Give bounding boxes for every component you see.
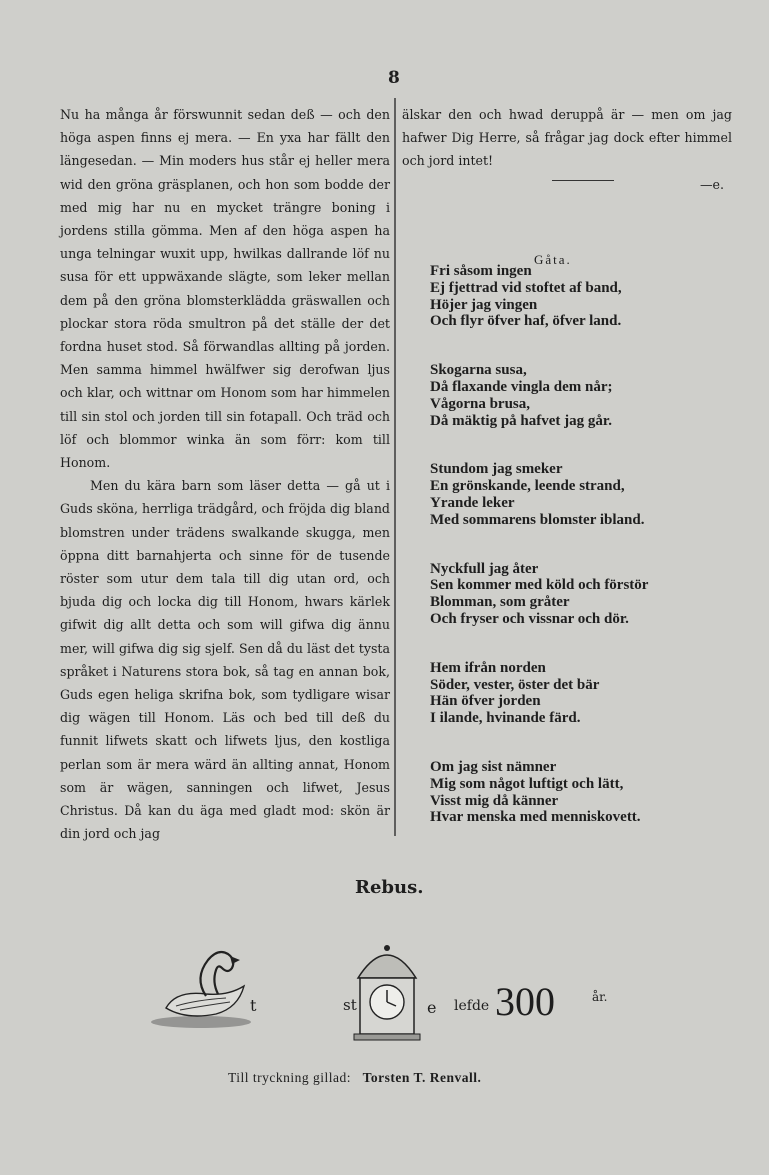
poem-line: En grönskande, leende strand, — [430, 478, 625, 495]
mantel-clock-icon — [348, 938, 426, 1042]
poem-stanza — [430, 561, 730, 628]
poem-line: Hem ifrån norden — [430, 659, 546, 676]
rebus-number: 300 — [495, 979, 555, 1024]
censor-name: Torsten T. Renvall. — [362, 1070, 482, 1085]
poem-line: Sen kommer med köld och förstör — [430, 577, 649, 594]
poem-line: Söder, vester, öster det bär — [430, 676, 600, 693]
story-continuation: älskar den och hwad deruppå är — men om jag hafwer Dig Herre, så frågar jag dock efter himmel och jord intet! — [402, 107, 732, 169]
poem-line: Höjer jag vingen — [430, 296, 538, 313]
rebus-letters-st: st — [343, 996, 357, 1014]
rebus-heading: Rebus. — [355, 877, 424, 898]
poem-line: Mig som något luftigt och lätt, — [430, 775, 624, 792]
poem-line: Hvar menska med menniskovett. — [430, 809, 641, 826]
poem-body — [430, 263, 730, 858]
column-divider — [394, 98, 396, 836]
poem-stanza — [430, 461, 730, 528]
poem-line: Skogarna susa, — [430, 362, 527, 379]
imprimatur-label: Till tryckning gillad: — [228, 1070, 352, 1085]
poem-line: Fri såsom ingen — [430, 263, 532, 279]
poem-line: Visst mig då känner — [430, 792, 559, 809]
poem-line: Yrande leker — [430, 494, 515, 511]
rebus-letter-e: e — [427, 998, 437, 1017]
poem-line: Blomman, som gråter — [430, 594, 570, 611]
poem-stanza — [430, 660, 730, 727]
rebus-word-lefde: lefde — [454, 998, 490, 1014]
poem-line: Nyckfull jag åter — [430, 560, 539, 577]
swan-icon — [146, 938, 256, 1034]
rebus-word-ar: år. — [592, 990, 608, 1004]
rebus-letter-t: t — [250, 996, 257, 1015]
poem-line: Vågorna brusa, — [430, 395, 531, 412]
poem-line: Med sommarens blomster ibland. — [430, 511, 645, 528]
imprimatur-line — [228, 1070, 481, 1086]
poem-stanza — [430, 362, 730, 429]
poem-line: Och fryser och vissnar och dör. — [430, 610, 629, 627]
poem-line: Då mäktig på hafvet jag går. — [430, 412, 612, 429]
poem-stanza — [430, 263, 730, 330]
page-number: 8 — [388, 68, 400, 88]
poem-stanza — [430, 759, 730, 826]
poem-line: Och flyr öfver haf, öfver land. — [430, 313, 622, 330]
story-signature: —e. — [699, 176, 724, 192]
poem-line: Hän öfver jorden — [430, 693, 541, 710]
poem-line: Då flaxande vingla dem når; — [430, 378, 613, 395]
story-paragraph-1: Nu ha många år förswunnit sedan deß — och den höga aspen finns ej mera. — En yxa har fällt den längesedan. — Min moders hus står ej heller mera wid den gröna gräsplanen, och hon som bodde der med mig har nu en mycket trängre boning i jordens stilla gömma. Men af den höga aspen ha unga telningar wuxit upp, hwilkas dallrande löf nu susa för ett uppwäxande slägte, som leker mellan dem på den gröna blomsterklädda gräswallen och plockar stora röda smultron på det ställe der det fordna huset stod. Så förwandlas allting på jorden. Men samma himmel hwälfwer sig derofwan ljus och klar, och wittnar om Honom som har himmelen till sin stol och jorden till sin fotapall. Och träd och löf och blommor winka än som förr: kom till Honom. — [60, 107, 390, 471]
poem-line: Om jag sist nämner — [430, 758, 557, 775]
poem-title: Gåta. — [534, 252, 572, 267]
poem-line: Ej fjettrad vid stoftet af band, — [430, 279, 622, 296]
section-rule — [552, 180, 614, 181]
story-paragraph-2: Men du kära barn som läser detta — gå ut i Guds sköna, herrliga trädgård, och fröjda dig bland blomstren under trädens swalkande skugga, men öppna ditt barnahjerta och sinne för de tusende röster som utur dem tala till dig utan ord, och bjuda dig och locka dig till Honom, hwars kärlek gifwit dig allt detta och som will gifwa dig ännu mer, will gifwa dig sig sjelf. Sen då du läst det tysta språket i Naturens stora bok, så tag en annan bok, Guds egen heliga skrifna bok, som tydligare wisar dig wägen till Honom. Läs och bed till deß du funnit lifwets skatt och lifwets ljus, den kostliga perlan som är mera wärd än allting annat, Honom som är wägen, sanningen och lifwet, Jesus Christus. Då kan du äga med gladt mod: skön är din jord och jag — [60, 478, 390, 842]
poem-line: I ilande, hvinande färd. — [430, 710, 581, 727]
rebus-puzzle — [140, 938, 620, 1048]
right-column-top — [402, 103, 732, 196]
poem-line: Stundom jag smeker — [430, 461, 563, 478]
left-column — [60, 103, 390, 846]
